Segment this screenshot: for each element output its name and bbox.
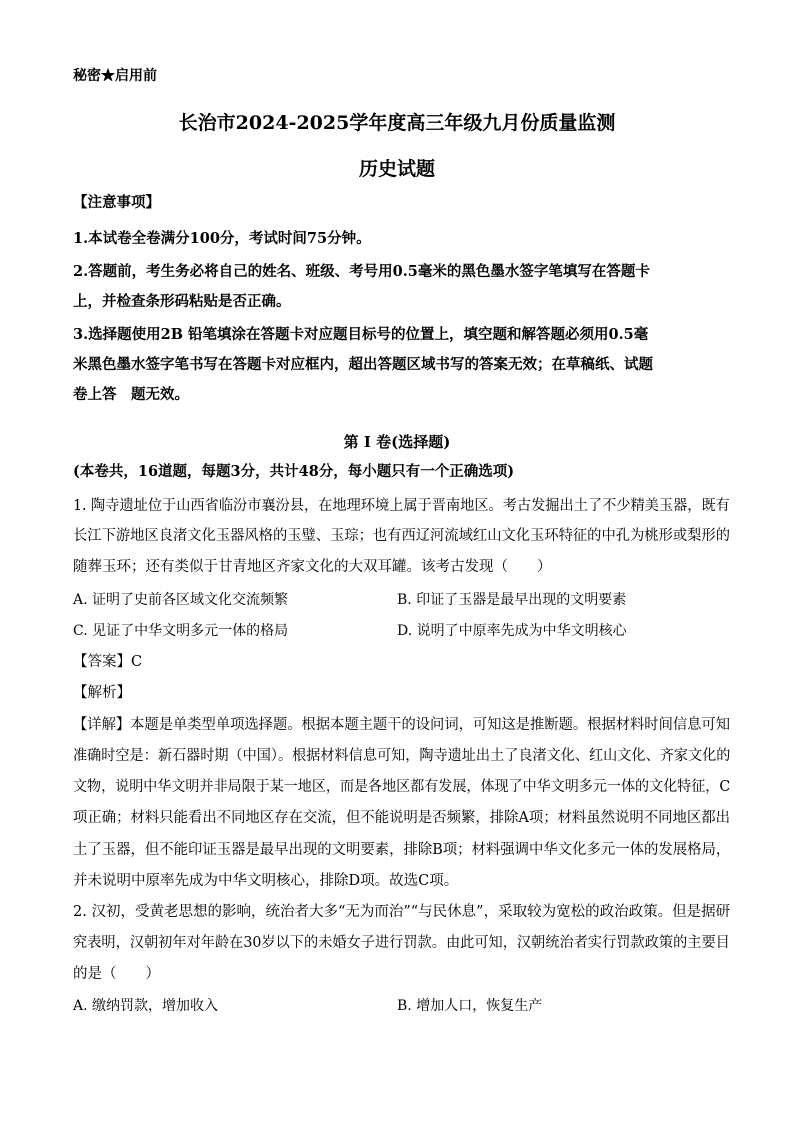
notice-line: 1.本试卷全卷满分100分，考试时间75分钟。: [73, 230, 371, 247]
q1-detail-line: 项正确；材料只能看出不同地区存在交流，但不能说明是否频繁，排除A项；材料虽然说明不同地区都出: [73, 810, 731, 826]
q1-option-d: D. 说明了中原率先成为中华文明核心: [397, 623, 627, 639]
q2-stem-line: 究表明，汉朝初年对年龄在30岁以下的未婚女子进行罚款。由此可知，汉朝统治者实行罚款政策的主要目: [73, 935, 730, 951]
exam-title: 长治市2024-2025学年度高三年级九月份质量监测: [178, 112, 616, 134]
exam-subject: 历史试题: [358, 158, 435, 180]
q1-stem-line: 1. 陶寺遗址位于山西省临汾市襄汾县，在地理环境上属于晋南地区。考古发掘出土了不少精美玉器，既有: [73, 498, 730, 514]
notice-line: 米黑色墨水签字笔书写在答题卡对应框内，超出答题区域书写的答案无效；在草稿纸、试题: [73, 356, 653, 373]
q1-stem-line: 长江下游地区良渚文化玉器风格的玉璧、玉琮；也有西辽河流域红山文化玉环特征的中孔为桃形或梨形的: [73, 528, 730, 544]
q1-detail-line: 文物，说明中华文明并非局限于某一地区，而是各地区都有发展，体现了中华文明多元一体的文化特征，C: [73, 779, 731, 795]
confidential-label: 秘密★启用前: [73, 68, 157, 84]
notice-line: 上，并检查条形码粘贴是否正确。: [73, 293, 291, 310]
section-title: 第 I 卷(选择题): [343, 433, 451, 451]
section-description: (本卷共，16道题，每题3分，共计48分，每小题只有一个正确选项): [73, 463, 515, 480]
q1-option-a: A. 证明了史前各区域文化交流频繁: [73, 592, 289, 608]
q1-analysis-label: 【解析】: [73, 685, 131, 701]
q2-option-a: A. 缴纳罚款，增加收入: [73, 998, 219, 1014]
notice-line: 3.选择题使用2B 铅笔填涂在答题卡对应题目标号的位置上，填空题和解答题必须用0.5毫: [73, 326, 649, 343]
q1-detail-line: 并未说明中原率先成为中华文明核心，排除D项。故选C项。: [73, 873, 459, 889]
notice-line: 卷上答 题无效。: [73, 386, 189, 403]
q1-option-c: C. 见证了中华文明多元一体的格局: [73, 623, 289, 639]
q1-detail-line: 准确时空是：新石器时期（中国）。根据材料信息可知，陶寺遗址出土了良渚文化、红山文化、齐家文化的: [73, 748, 731, 764]
notice-line: 2.答题前，考生务必将自己的姓名、班级、考号用0.5毫米的黑色墨水签字笔填写在答题卡: [73, 263, 650, 280]
q2-option-b: B. 增加人口，恢复生产: [397, 998, 543, 1014]
q1-detail-line: 土了玉器，但不能印证玉器是最早出现的文明要素，排除B项；材料强调中华文化多元一体的发展格局，: [73, 842, 731, 858]
q1-option-b: B. 印证了玉器是最早出现的文明要素: [397, 592, 627, 608]
notice-heading: 【注意事项】: [73, 194, 160, 211]
q2-stem-line: 2. 汉初，受黄老思想的影响，统治者大多“无为而治”“与民休息”，采取较为宽松的政治政策。但是据研: [73, 904, 731, 920]
q1-stem-line: 随葬玉环；还有类似于甘青地区齐家文化的大双耳罐。该考古发现（ ）: [73, 559, 552, 575]
q1-detail-line: 【详解】本题是单类型单项选择题。根据本题主题干的设问词，可知这是推断题。根据材料时间信息可知: [73, 717, 730, 733]
q1-answer: 【答案】C: [73, 654, 143, 670]
q2-stem-line: 的是（ ）: [73, 966, 160, 982]
